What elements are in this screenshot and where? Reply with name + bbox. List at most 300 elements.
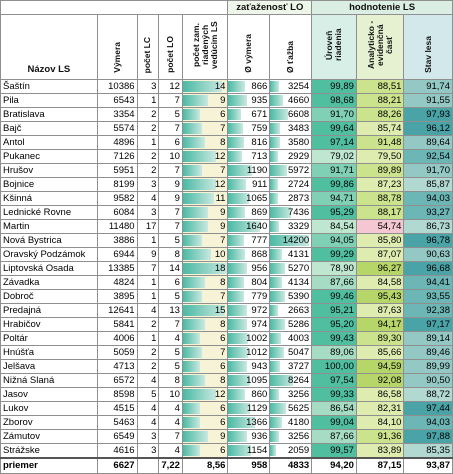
stav-cell: 91,70 — [404, 164, 453, 178]
pocet-lo-cell: 7 — [159, 220, 183, 234]
pocet-lc-cell: 2 — [137, 346, 159, 360]
avg-pocet-lc — [137, 458, 159, 473]
o-vymera-cell — [228, 290, 270, 304]
o-vymera-cell — [228, 220, 270, 234]
uroven-cell: 89,06 — [312, 346, 357, 360]
o-tazba-cell — [270, 374, 312, 388]
o-vymera-cell — [228, 136, 270, 150]
pocet-zam-cell-value: 14 — [214, 81, 226, 92]
o-vymera-cell-value: 804 — [251, 277, 268, 288]
pocet-lo-cell: 7 — [159, 430, 183, 444]
o-vymera-cell-value: 671 — [251, 109, 268, 120]
analyticko-cell: 89,30 — [356, 332, 404, 346]
o-tazba-cell-value: 5390 — [288, 291, 310, 302]
o-tazba-cell-value: 4134 — [288, 277, 310, 288]
table-row — [1, 164, 453, 178]
col-stav: Stav lesa — [404, 15, 453, 80]
analyticko-cell: 88,21 — [356, 94, 404, 108]
average-row — [1, 458, 453, 473]
o-tazba-cell-value: 4131 — [288, 249, 310, 260]
pocet-zam-cell — [182, 108, 228, 122]
avg-o-vymera: 958 — [228, 458, 270, 473]
o-tazba-cell-value: 14200 — [282, 235, 310, 246]
pocet-lo-cell: 10 — [159, 150, 183, 164]
pocet-lo-cell: 12 — [159, 80, 183, 94]
uroven-cell: 99,04 — [312, 416, 357, 430]
average-label: priemer — [1, 458, 98, 473]
uroven-cell: 79,02 — [312, 150, 357, 164]
vymera-cell: 8598 — [97, 388, 137, 402]
pocet-lo-cell: 5 — [159, 108, 183, 122]
pocet-lo-cell: 7 — [159, 94, 183, 108]
col-pocet-zam: počet zam. riadených vedúcim LS — [182, 15, 228, 80]
district-name: Bajč — [1, 122, 98, 136]
table-row — [1, 220, 453, 234]
o-tazba-cell — [270, 388, 312, 402]
o-tazba-cell — [270, 234, 312, 248]
pocet-lc-cell: 2 — [137, 108, 159, 122]
o-vymera-cell — [228, 94, 270, 108]
pocet-zam-cell — [182, 276, 228, 290]
o-tazba-cell-value: 7436 — [288, 207, 310, 218]
stav-cell: 96,68 — [404, 262, 453, 276]
analyticko-cell: 94,17 — [356, 318, 404, 332]
pocet-lc-cell: 3 — [137, 206, 159, 220]
analyticko-cell: 84,58 — [356, 276, 404, 290]
pocet-lc-cell: 2 — [137, 360, 159, 374]
col-pocet-lc: počet LC — [137, 15, 159, 80]
analyticko-cell: 85,66 — [356, 346, 404, 360]
table-row — [1, 360, 453, 374]
analyticko-cell: 88,26 — [356, 108, 404, 122]
pocet-zam-cell-value: 7 — [220, 291, 226, 302]
pocet-lo-cell: 7 — [159, 164, 183, 178]
uroven-cell: 94,05 — [312, 234, 357, 248]
vymera-cell: 6549 — [97, 430, 137, 444]
pocet-lc-cell: 9 — [137, 248, 159, 262]
uroven-cell: 91,70 — [312, 108, 357, 122]
pocet-zam-cell — [182, 122, 228, 136]
o-tazba-cell-value: 2929 — [288, 151, 310, 162]
district-name: Jelšava — [1, 360, 98, 374]
o-vymera-cell-value: 866 — [251, 81, 268, 92]
stav-cell: 91,74 — [404, 80, 453, 94]
table-row — [1, 374, 453, 388]
analyticko-cell: 89,89 — [356, 164, 404, 178]
pocet-zam-cell — [182, 416, 228, 430]
vymera-cell: 8199 — [97, 178, 137, 192]
vymera-cell: 6084 — [97, 206, 137, 220]
pocet-zam-cell-value: 12 — [214, 151, 226, 162]
stav-cell: 91,55 — [404, 94, 453, 108]
pocet-lc-cell: 1 — [137, 234, 159, 248]
o-vymera-cell-value: 1012 — [246, 347, 268, 358]
pocet-zam-cell-value: 8 — [220, 277, 226, 288]
pocet-zam-cell — [182, 80, 228, 94]
uroven-cell: 99,57 — [312, 444, 357, 459]
pocet-zam-cell — [182, 178, 228, 192]
o-vymera-cell — [228, 122, 270, 136]
stav-cell: 85,35 — [404, 444, 453, 459]
analyticko-cell: 84,10 — [356, 416, 404, 430]
o-tazba-cell — [270, 318, 312, 332]
vymera-cell: 11480 — [97, 220, 137, 234]
o-tazba-cell-value: 5047 — [288, 347, 310, 358]
district-name: Strážske — [1, 444, 98, 459]
avg-stav: 93,87 — [404, 458, 453, 473]
pocet-lc-cell: 2 — [137, 122, 159, 136]
pocet-lc-cell: 1 — [137, 136, 159, 150]
pocet-zam-cell — [182, 430, 228, 444]
pocet-lo-cell: 7 — [159, 318, 183, 332]
o-vymera-cell — [228, 150, 270, 164]
stav-cell: 96,78 — [404, 234, 453, 248]
district-name: Lukov — [1, 402, 98, 416]
table-row — [1, 402, 453, 416]
pocet-zam-cell — [182, 374, 228, 388]
col-vymera: Výmera — [97, 15, 137, 80]
pocet-zam-cell-value: 7 — [220, 165, 226, 176]
pocet-zam-cell-value: 8 — [220, 137, 226, 148]
uroven-cell: 99,89 — [312, 80, 357, 94]
stav-cell: 93,27 — [404, 206, 453, 220]
pocet-lc-cell: 3 — [137, 430, 159, 444]
uroven-cell: 97,14 — [312, 136, 357, 150]
vymera-cell: 10386 — [97, 80, 137, 94]
group-hodnotenie: hodnotenie LS — [312, 1, 453, 15]
col-o-vymera: Ø výmera — [228, 15, 270, 80]
o-tazba-cell — [270, 304, 312, 318]
district-name: Jasov — [1, 388, 98, 402]
o-tazba-cell — [270, 122, 312, 136]
o-tazba-cell-value: 3329 — [288, 221, 310, 232]
uroven-cell: 95,21 — [312, 304, 357, 318]
pocet-zam-cell — [182, 262, 228, 276]
uroven-cell: 91,71 — [312, 164, 357, 178]
pocet-zam-cell — [182, 220, 228, 234]
pocet-lc-cell: 4 — [137, 192, 159, 206]
o-tazba-cell-value: 3483 — [288, 123, 310, 134]
o-vymera-cell — [228, 276, 270, 290]
avg-uroven: 94,20 — [312, 458, 357, 473]
vymera-cell: 5841 — [97, 318, 137, 332]
district-name: Hnúšťa — [1, 346, 98, 360]
o-vymera-cell-value: 1154 — [246, 445, 268, 456]
pocet-lo-cell: 13 — [159, 304, 183, 318]
table-row — [1, 276, 453, 290]
o-vymera-cell — [228, 304, 270, 318]
pocet-lc-cell: 4 — [137, 304, 159, 318]
district-name: Kšinná — [1, 192, 98, 206]
vymera-cell: 4515 — [97, 402, 137, 416]
o-vymera-cell-value: 972 — [251, 305, 268, 316]
pocet-zam-cell — [182, 402, 228, 416]
o-vymera-cell-value: 779 — [251, 291, 268, 302]
pocet-lc-cell: 17 — [137, 220, 159, 234]
o-tazba-cell-value: 5270 — [288, 263, 310, 274]
o-tazba-cell — [270, 164, 312, 178]
col-name: Názov LS — [1, 15, 98, 80]
table-row — [1, 318, 453, 332]
analyticko-cell: 91,36 — [356, 430, 404, 444]
analyticko-cell: 79,50 — [356, 150, 404, 164]
analyticko-cell: 94,59 — [356, 360, 404, 374]
o-vymera-cell-value: 869 — [251, 207, 268, 218]
table-row — [1, 122, 453, 136]
vymera-cell: 3886 — [97, 234, 137, 248]
table-row — [1, 150, 453, 164]
analyticko-cell: 88,51 — [356, 80, 404, 94]
o-tazba-cell — [270, 220, 312, 234]
district-name: Bratislava — [1, 108, 98, 122]
table-row — [1, 290, 453, 304]
pocet-zam-cell — [182, 150, 228, 164]
o-vymera-cell-value: 713 — [251, 151, 268, 162]
pocet-lc-cell: 4 — [137, 416, 159, 430]
o-vymera-cell — [228, 444, 270, 459]
o-vymera-cell-value: 956 — [251, 263, 268, 274]
district-name: Nižná Slaná — [1, 374, 98, 388]
stav-cell: 97,93 — [404, 108, 453, 122]
o-tazba-cell-value: 5972 — [288, 165, 310, 176]
o-tazba-cell-value: 2873 — [288, 193, 310, 204]
vymera-cell: 5574 — [97, 122, 137, 136]
stav-cell: 97,17 — [404, 318, 453, 332]
o-vymera-cell — [228, 402, 270, 416]
o-tazba-cell — [270, 360, 312, 374]
pocet-lo-cell: 5 — [159, 360, 183, 374]
vymera-cell: 6944 — [97, 248, 137, 262]
district-name: Lednické Rovne — [1, 206, 98, 220]
o-vymera-cell — [228, 206, 270, 220]
pocet-zam-cell — [182, 318, 228, 332]
pocet-zam-cell — [182, 234, 228, 248]
o-tazba-cell-value: 5286 — [288, 319, 310, 330]
uroven-cell: 99,64 — [312, 122, 357, 136]
analyticko-cell: 95,43 — [356, 290, 404, 304]
pocet-lc-cell: 1 — [137, 276, 159, 290]
stav-cell: 97,44 — [404, 402, 453, 416]
o-vymera-cell — [228, 108, 270, 122]
pocet-lc-cell: 2 — [137, 164, 159, 178]
pocet-lc-cell: 1 — [137, 332, 159, 346]
avg-vymera: 6627 — [97, 458, 137, 473]
o-tazba-cell — [270, 206, 312, 220]
table-row — [1, 332, 453, 346]
o-tazba-cell-value: 3727 — [288, 361, 310, 372]
stav-cell: 90,63 — [404, 248, 453, 262]
o-vymera-cell-value: 1095 — [246, 375, 268, 386]
o-vymera-cell-value: 1002 — [246, 333, 268, 344]
uroven-cell: 94,71 — [312, 192, 357, 206]
vymera-cell: 3895 — [97, 290, 137, 304]
pocet-zam-cell-value: 7 — [220, 235, 226, 246]
vymera-cell: 12641 — [97, 304, 137, 318]
uroven-cell: 87,66 — [312, 276, 357, 290]
analyticko-cell: 96,27 — [356, 262, 404, 276]
pocet-zam-cell — [182, 360, 228, 374]
col-uroven: Úroveň riadenia — [312, 15, 357, 80]
uroven-cell: 97,54 — [312, 374, 357, 388]
o-vymera-cell — [228, 332, 270, 346]
o-vymera-cell-value: 1366 — [246, 417, 268, 428]
o-tazba-cell — [270, 94, 312, 108]
analyticko-cell: 82,31 — [356, 402, 404, 416]
pocet-lo-cell: 6 — [159, 136, 183, 150]
vymera-cell: 6572 — [97, 374, 137, 388]
o-vymera-cell — [228, 346, 270, 360]
avg-pocet-lo: 7,22 — [159, 458, 183, 473]
pocet-lc-cell: 4 — [137, 374, 159, 388]
o-vymera-cell-value: 777 — [251, 235, 268, 246]
o-vymera-cell — [228, 178, 270, 192]
pocet-zam-cell-value: 9 — [220, 221, 226, 232]
vymera-cell: 5951 — [97, 164, 137, 178]
vymera-cell: 13385 — [97, 262, 137, 276]
stav-cell: 92,54 — [404, 150, 453, 164]
table-row — [1, 346, 453, 360]
analyticko-cell: 88,78 — [356, 192, 404, 206]
district-name: Bojnice — [1, 178, 98, 192]
analyticko-cell: 92,08 — [356, 374, 404, 388]
vymera-cell: 4616 — [97, 444, 137, 459]
o-vymera-cell — [228, 248, 270, 262]
o-vymera-cell-value: 1640 — [246, 221, 268, 232]
district-name: Zámutov — [1, 430, 98, 444]
vymera-cell: 4006 — [97, 332, 137, 346]
o-vymera-cell-value: 911 — [252, 179, 268, 190]
uroven-cell: 99,86 — [312, 178, 357, 192]
o-vymera-cell — [228, 164, 270, 178]
pocet-lo-cell: 5 — [159, 346, 183, 360]
pocet-lc-cell: 3 — [137, 178, 159, 192]
table-row — [1, 80, 453, 94]
pocet-lo-cell: 5 — [159, 290, 183, 304]
stav-cell: 96,12 — [404, 122, 453, 136]
pocet-lo-cell: 4 — [159, 402, 183, 416]
uroven-cell: 99,33 — [312, 388, 357, 402]
district-name: Dobroč — [1, 290, 98, 304]
vymera-cell: 3354 — [97, 108, 137, 122]
o-tazba-cell — [270, 430, 312, 444]
pocet-lo-cell: 9 — [159, 192, 183, 206]
pocet-zam-cell-value: 15 — [214, 305, 226, 316]
o-vymera-cell-value: 816 — [251, 137, 268, 148]
o-vymera-cell-value: 1129 — [246, 403, 268, 414]
group-zatazenost: zaťaženosť LO — [228, 1, 312, 15]
district-name: Predajná — [1, 304, 98, 318]
o-vymera-cell — [228, 430, 270, 444]
pocet-zam-cell-value: 6 — [220, 417, 226, 428]
avg-o-tazba: 4833 — [270, 458, 312, 473]
o-tazba-cell-value: 4660 — [288, 95, 310, 106]
o-vymera-cell-value: 860 — [251, 389, 268, 400]
pocet-zam-cell — [182, 388, 228, 402]
analyticko-cell: 87,63 — [356, 304, 404, 318]
pocet-lo-cell: 7 — [159, 122, 183, 136]
table-row — [1, 388, 453, 402]
uroven-cell: 98,68 — [312, 94, 357, 108]
district-name: Antol — [1, 136, 98, 150]
uroven-cell: 99,43 — [312, 332, 357, 346]
uroven-cell: 99,29 — [312, 248, 357, 262]
o-tazba-cell-value: 2663 — [288, 305, 310, 316]
pocet-zam-cell — [182, 164, 228, 178]
analyticko-cell: 88,17 — [356, 206, 404, 220]
col-pocet-lo: počet LO — [159, 15, 183, 80]
uroven-cell: 84,54 — [312, 220, 357, 234]
pocet-zam-cell-value: 12 — [214, 179, 226, 190]
pocet-lo-cell: 14 — [159, 262, 183, 276]
pocet-lo-cell: 8 — [159, 248, 183, 262]
pocet-zam-cell — [182, 290, 228, 304]
o-tazba-cell — [270, 332, 312, 346]
stav-cell: 89,14 — [404, 332, 453, 346]
pocet-zam-cell — [182, 94, 228, 108]
o-tazba-cell — [270, 276, 312, 290]
district-name: Hrušov — [1, 164, 98, 178]
analyticko-cell: 86,58 — [356, 388, 404, 402]
uroven-cell: 100,00 — [312, 360, 357, 374]
pocet-zam-cell — [182, 206, 228, 220]
table-row — [1, 262, 453, 276]
o-tazba-cell-value: 2724 — [288, 179, 310, 190]
district-name: Oravský Podzámok — [1, 248, 98, 262]
o-vymera-cell — [228, 234, 270, 248]
stav-cell: 85,87 — [404, 178, 453, 192]
pocet-zam-cell-value: 9 — [220, 207, 226, 218]
vymera-cell: 4824 — [97, 276, 137, 290]
stav-cell: 97,88 — [404, 430, 453, 444]
vymera-cell: 9582 — [97, 192, 137, 206]
o-vymera-cell — [228, 262, 270, 276]
table-row — [1, 136, 453, 150]
stav-cell: 86,73 — [404, 220, 453, 234]
header-blank — [1, 1, 228, 15]
vymera-cell: 4896 — [97, 136, 137, 150]
table-row — [1, 94, 453, 108]
o-tazba-cell — [270, 416, 312, 430]
analyticko-cell: 87,23 — [356, 178, 404, 192]
stav-cell: 88,72 — [404, 388, 453, 402]
pocet-zam-cell-value: 8 — [220, 319, 226, 330]
pocet-lo-cell: 4 — [159, 332, 183, 346]
o-vymera-cell-value: 1065 — [246, 193, 268, 204]
o-vymera-cell-value: 943 — [251, 361, 268, 372]
table-row — [1, 234, 453, 248]
analyticko-cell: 87,07 — [356, 248, 404, 262]
pocet-lc-cell: 5 — [137, 388, 159, 402]
o-vymera-cell-value: 936 — [251, 431, 268, 442]
table-row — [1, 108, 453, 122]
o-tazba-cell-value: 3256 — [288, 389, 310, 400]
district-name: Martin — [1, 220, 98, 234]
pocet-zam-cell-value: 12 — [214, 389, 226, 400]
o-tazba-cell — [270, 346, 312, 360]
stav-cell: 94,03 — [404, 192, 453, 206]
analyticko-cell: 85,74 — [356, 122, 404, 136]
o-vymera-cell — [228, 80, 270, 94]
o-vymera-cell — [228, 318, 270, 332]
o-tazba-cell — [270, 262, 312, 276]
pocet-zam-cell — [182, 192, 228, 206]
stav-cell: 94,41 — [404, 276, 453, 290]
o-tazba-cell — [270, 248, 312, 262]
pocet-zam-cell — [182, 304, 228, 318]
o-tazba-cell-value: 3580 — [288, 137, 310, 148]
o-tazba-cell-value: 3254 — [288, 81, 310, 92]
o-tazba-cell — [270, 150, 312, 164]
